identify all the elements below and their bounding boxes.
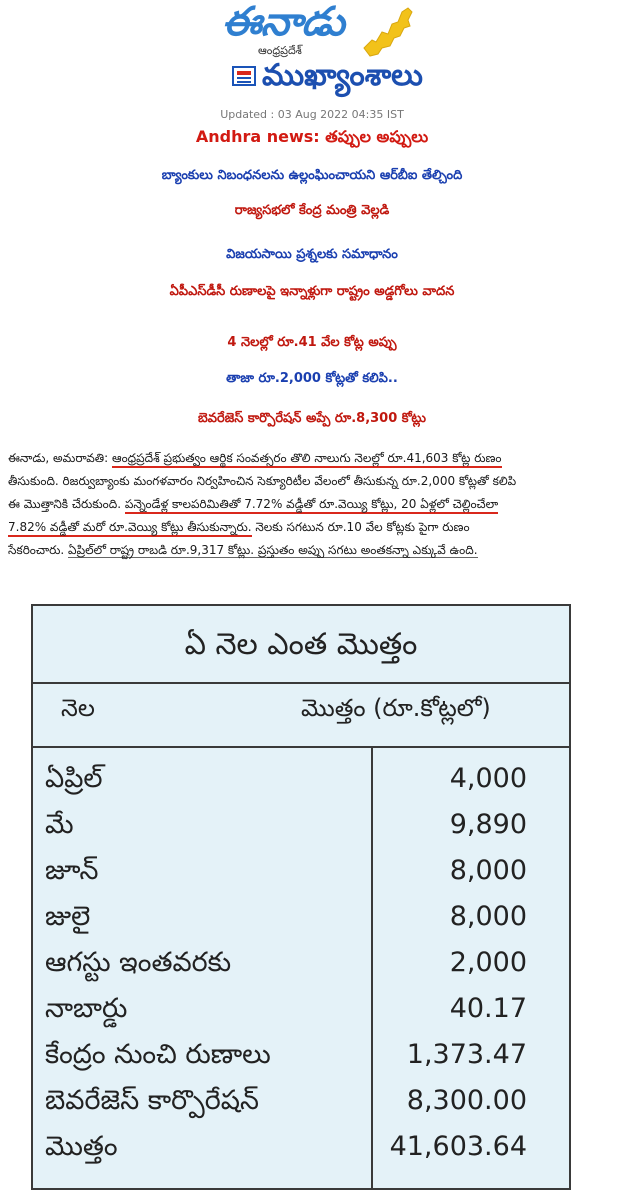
article-headline: Andhra news: తప్పుల అప్పులు bbox=[195, 127, 429, 146]
logo-state-label: ఆంధ్రప్రదేశ్ bbox=[258, 44, 302, 57]
table-row bbox=[33, 986, 569, 1032]
amount-cell: 4,000 bbox=[449, 763, 527, 794]
table-row bbox=[33, 1032, 569, 1078]
column-header-amount: మొత్తం (రూ.కోట్లలో) bbox=[301, 694, 491, 722]
subhead-6: తాజా రూ.2,000 కోట్లతో కలిపి.. bbox=[226, 371, 398, 386]
article-body bbox=[8, 447, 616, 562]
month-cell: కేంద్రం నుంచి రుణాలు bbox=[45, 1039, 271, 1070]
month-cell: మొత్తం bbox=[45, 1131, 118, 1162]
amount-cell: 9,890 bbox=[449, 809, 527, 840]
month-cell: మే bbox=[45, 809, 74, 840]
eenadu-logo[interactable]: ఈనాడు bbox=[222, 0, 344, 45]
body-line bbox=[8, 493, 616, 516]
month-cell: జూన్ bbox=[45, 855, 99, 886]
table-row-total bbox=[33, 1124, 569, 1170]
highlighted-text: పన్నెండేళ్ల కాలపరిమితితో 7.72% వడ్డీతో రూ.వెయ్యి కోట్లు, 20 ఏళ్లలో చెల్లించేలా bbox=[125, 497, 498, 514]
table-body bbox=[33, 756, 569, 1170]
amount-cell: 8,000 bbox=[449, 855, 527, 886]
table-row bbox=[33, 802, 569, 848]
column-header-month: నెల bbox=[61, 694, 95, 722]
amount-cell: 8,000 bbox=[449, 901, 527, 932]
table-row bbox=[33, 894, 569, 940]
section-title: ముఖ్యాంశాలు bbox=[262, 58, 423, 93]
amount-cell: 2,000 bbox=[449, 947, 527, 978]
table-title: ఏ నెల ఎంత మొత్తం bbox=[33, 606, 569, 684]
updated-timestamp: Updated : 03 Aug 2022 04:35 IST bbox=[220, 108, 404, 121]
table-row bbox=[33, 848, 569, 894]
month-cell: నాబార్డు bbox=[45, 993, 128, 1024]
subhead-4: ఏపీఎస్‌డీసీ రుణాలపై ఇన్నాళ్లుగా రాష్ట్రం అడ్డగోలు వాదన bbox=[169, 284, 455, 299]
month-cell: ఆగస్టు ఇంతవరకు bbox=[45, 947, 232, 978]
table-row bbox=[33, 940, 569, 986]
newspaper-icon bbox=[232, 66, 256, 86]
andhra-pradesh-map-icon bbox=[358, 2, 416, 60]
subhead-3: విజయసాయి ప్రశ్నలకు సమాధానం bbox=[226, 247, 398, 262]
amount-cell: 8,300.00 bbox=[406, 1085, 527, 1116]
subhead-2: రాజ్యసభలో కేంద్ర మంత్రి వెల్లడి bbox=[234, 203, 390, 218]
subhead-1: బ్యాంకులు నిబంధనలను ఉల్లంఘించాయని ఆర్‌బీఐ తేల్చింది bbox=[161, 168, 463, 183]
body-line: తీసుకుంది. రిజర్వుబ్యాంకు మంగళవారం నిర్వహించిన సెక్యూరిటీల వేలంలో తీసుకున్న రూ.2,000 కోట్లతో కలిపి bbox=[8, 474, 517, 488]
amount-cell: 40.17 bbox=[449, 993, 527, 1024]
body-text: సేకరించారు. bbox=[8, 543, 69, 557]
masthead bbox=[0, 0, 624, 100]
month-cell: జులై bbox=[45, 901, 91, 932]
amount-cell: 41,603.64 bbox=[389, 1131, 527, 1162]
month-cell: బెవరేజెస్ కార్పొరేషన్ bbox=[45, 1085, 259, 1116]
month-cell: ఏప్రిల్ bbox=[45, 763, 103, 794]
table-row bbox=[33, 756, 569, 802]
dateline: ఈనాడు, అమరావతి: bbox=[8, 451, 112, 465]
amount-cell: 1,373.47 bbox=[406, 1039, 527, 1070]
body-line bbox=[8, 447, 616, 470]
subhead-7: బెవరేజెస్ కార్పొరేషన్ అప్పే రూ.8,300 కోట్లు bbox=[198, 411, 426, 426]
highlighted-text: ఆంధ్రప్రదేశ్ ప్రభుత్వం ఆర్థిక సంవత్సరం తొలి నాలుగు నెలల్లో రూ.41,603 కోట్ల రుణం bbox=[112, 451, 502, 468]
subhead-5: 4 నెలల్లో రూ.41 వేల కోట్ల అప్పు bbox=[227, 335, 397, 350]
table-row bbox=[33, 1078, 569, 1124]
body-text: ఈ మొత్తానికి చేరుకుంది. bbox=[8, 497, 125, 511]
highlighted-text: ఏప్రిల్‌లో రాష్ట్ర రాబడి రూ.9,317 కోట్లు. ప్రస్తుతం అప్పు సగటు అంతకన్నా ఎక్కువే ఉంది. bbox=[68, 543, 478, 557]
body-text: నెలకు సగటున రూ.10 వేల కోట్లకు పైగా రుణం bbox=[251, 520, 470, 534]
highlighted-text: 7.82% వడ్డీతో మరో రూ.వెయ్యి కోట్లు తీసుకున్నారు. bbox=[8, 520, 252, 537]
body-line bbox=[8, 516, 616, 539]
header-divider bbox=[33, 746, 569, 748]
borrowing-table bbox=[31, 604, 571, 1190]
body-line bbox=[8, 539, 616, 562]
